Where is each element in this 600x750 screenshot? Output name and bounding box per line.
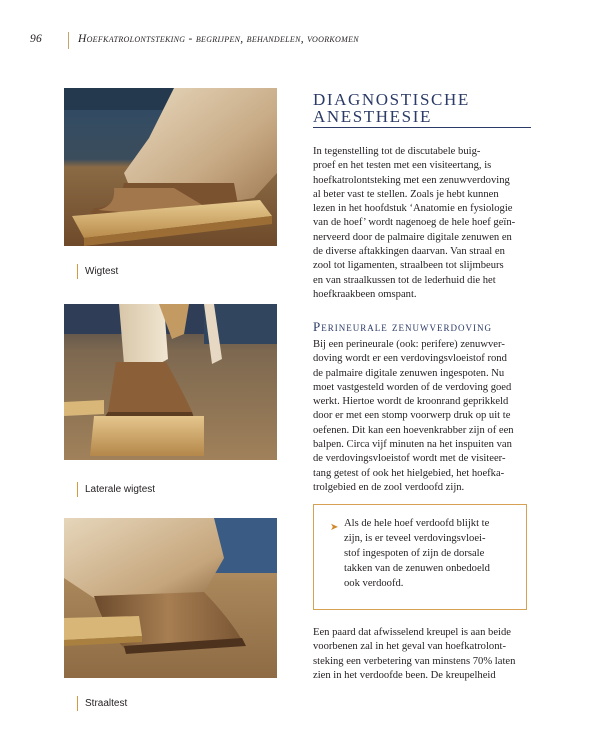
running-title: Hoefkatrolontsteking - begrijpen, behandelen, voorkomen — [78, 33, 359, 45]
running-header — [22, 33, 578, 49]
heading-rule — [313, 127, 531, 128]
caption-wigtest: Wigtest — [77, 264, 118, 279]
closing-paragraph: Een paard dat afwisselend kreupel is aan beide voorbenen zal in het geval van hoefkatrolont- steking een verbetering van minstens 70% laten zien in het verdoofde been. De kreupelheid — [313, 627, 516, 681]
perineurale-paragraph: Bij een perineurale (ook: perifere) zenuwver- doving wordt er een verdovingsvloeistof rond de palmaire digitale zenuwen ingespoten. Nu moet vastgesteld worden of de verdoving goed werkt. Hiertoe wordt de kroonrand geprikkeld door er met een stomp voorwerp druk op uit te oefenen. Dit kan een hoevenkrabber zijn of een balpen. Circa vijf minuten na het inspuiten van de verdovingsvloeistof wordt met de visiteer- tang getest of ook het hielgebied, het hoefka- trolgebied en de zool verdoofd zijn. — [313, 339, 514, 493]
page-number: 96 — [30, 33, 43, 45]
photo-laterale-wigtest — [64, 304, 277, 460]
header-divider — [68, 32, 69, 49]
arrow-right-icon: ➤ — [330, 522, 339, 533]
photo-wigtest — [64, 88, 277, 246]
note-box — [313, 504, 527, 610]
subsection-heading: Perineurale zenuwverdoving — [313, 319, 492, 334]
note-text: Als de hele hoef verdoofd blijkt te zijn, is er teveel verdovingsvloei- stof ingespoten of zijn de dorsale takken van de zenuwen onbedoeld ook verdoofd. — [344, 518, 490, 589]
photo-straaltest — [64, 518, 277, 678]
caption-laterale-wigtest: Laterale wigtest — [77, 482, 155, 497]
caption-straaltest: Straaltest — [77, 696, 127, 711]
intro-paragraph: In tegenstelling tot de discutabele buig- proef en het testen met een visiteertang, is hoefkatrolontsteking met een zenuwverdoving al beter vast te stellen. Zoals je hebt kunnen lezen in het hoofdstuk ‘Anatomie en fysiologie van de hoef’ wordt nagenoeg de hele hoef geïn- nerveerd door de palmaire digitale zenuwen en de diverse aftakkingen daarvan. Van straal en zool tot ligamenten, straalbeen tot slijmbeurs en van straalkussen tot de lederhuid die het hoefkraakbeen omspant. — [313, 146, 516, 300]
section-heading: DIAGNOSTISCHE ANESTHESIE — [313, 90, 470, 126]
